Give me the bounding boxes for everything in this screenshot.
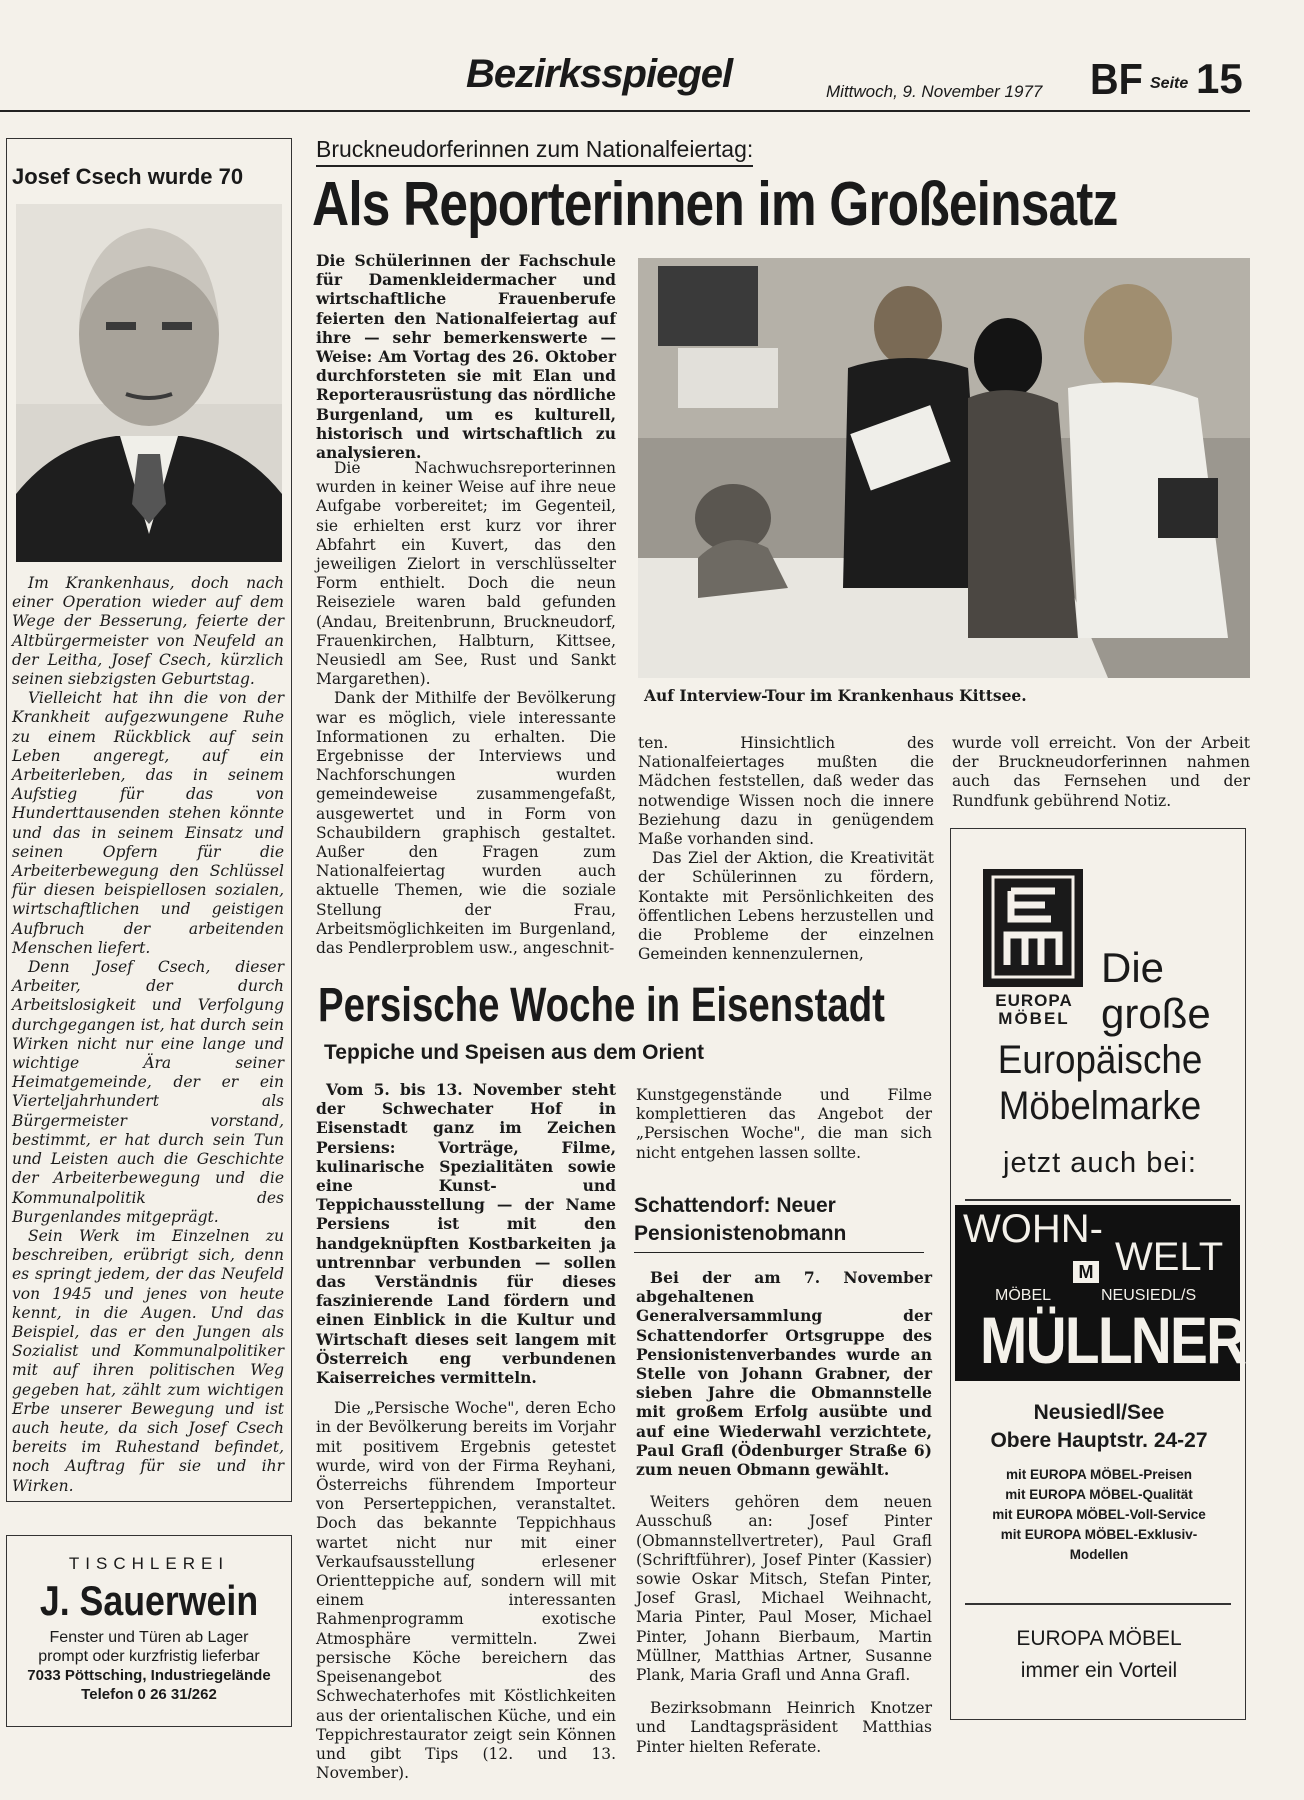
europa-logo-text-1: EUROPA bbox=[995, 991, 1073, 1010]
masthead-rule bbox=[0, 110, 1250, 112]
ad-line-4: mit EUROPA MÖBEL-Exklusiv- bbox=[1000, 1527, 1198, 1542]
wohnwelt-wohn: WOHN- bbox=[963, 1207, 1103, 1251]
reporter-column-1 bbox=[316, 459, 616, 958]
europa-moebel-logo bbox=[983, 869, 1083, 987]
masthead-page-number: 15 bbox=[1196, 55, 1243, 102]
persisch-paragraph-1: Die „Persische Woche", deren Echo in der Bevölkerung bereits im Vorjahr mit positivem Ergebnis getestet wurde, wird von der Firma Reyhani, Österreichs führendem Importeur von Perserteppichen, veranstaltet. Doch das bekannte Teppichhaus wartet nicht nur mit einer Verkaufsausstellung erlesener Orientteppiche auf, sondern will mit einem interessanten Rahmenprogramm exotische Atmosphäre vermitteln. Zwei persische Köche bereichern das Speisenangebot des Schwechaterhofes mit Köstlichkeiten aus der orientalischen Küche, und ein Teppichrestaurator zeigt sein Können und gibt Tips (12. und 13. November). bbox=[316, 1399, 616, 1783]
jetzt-auch-bei: jetzt auch bei: bbox=[1003, 1147, 1197, 1179]
masthead-date: Mittwoch, 9. November 1977 bbox=[826, 82, 1043, 101]
ad-line-5: Modellen bbox=[1069, 1547, 1129, 1562]
wohnwelt-welt: WELT bbox=[1115, 1235, 1224, 1279]
slogan-line-1: Die bbox=[1101, 944, 1165, 991]
schattendorf-column bbox=[636, 1268, 932, 1757]
reporter-paragraph-5: wurde voll erreicht. Von der Arbeit der Bruckneudorferinnen nahmen auch das Fernsehen und der Rundfunk gebührend Notiz. bbox=[952, 734, 1250, 810]
hospital-scene-illustration bbox=[638, 258, 1250, 678]
ad-line-3: mit EUROPA MÖBEL-Voll-Service bbox=[992, 1507, 1206, 1522]
sauerwein-name: J. Sauerwein bbox=[39, 1577, 259, 1624]
europa-moebel-ad bbox=[950, 828, 1246, 1720]
reporter-lead: Die Schülerinnen der Fachschule für Damenkleidermacher und wirtschaftliche Frauenberufe feierten den Nationalfeiertag auf ihre — sehr bemerkenswerte — Weise: Am Vortag des 26. Oktober durchforsteten sie mit Elan und Reporterausrüstung das nördliche Burgenland, um es kulturell, historisch und wirtschaftlich zu analysieren. bbox=[316, 251, 616, 463]
jetzt-rule bbox=[965, 1199, 1231, 1201]
reporter-photo bbox=[638, 258, 1250, 678]
schattendorf-lead: Bei der am 7. November abgehaltenen Generalversammlung der Schattendorfer Ortsgruppe des Pensionistenverbandes wurde an Stelle von Johann Grabner, der sieben Jahre die Obmannstelle mit großem Erfolg ausübte und auf eine Wiederwahl verzichtete, Paul Grafl (Ödenburger Straße 6) zum neuen Obmann gewählt. bbox=[636, 1268, 932, 1480]
csech-paragraph-1: Im Krankenhaus, doch nach einer Operation wieder auf dem Wege der Besserung, feierte der Altbürgermeister von Neufeld an der Leitha, Josef Csech, kürzlich seinen siebzigsten Geburtstag. bbox=[12, 574, 284, 689]
ad-footer-2: immer ein Vorteil bbox=[1020, 1659, 1178, 1682]
reporter-paragraph-3: ten. Hinsichtlich des Nationalfeiertages mußten die Mädchen feststellen, daß weder das notwendige Wissen noch die innere Beziehung dazu in genügendem Maße vorhanden sind. bbox=[638, 734, 934, 849]
ad-city: Neusiedl/See bbox=[1033, 1401, 1165, 1424]
persisch-lead: Vom 5. bis 13. November steht der Schwechater Hof in Eisenstadt ganz im Zeichen Persiens: Vorträge, Filme, kulinarische Spezialitäten sowie eine Kunst- und Teppichausstellung — der Name Persiens ist mit den handgeknüpften Kostbarkeiten ja untrennbar verbunden — sollen das Verständnis für dieses faszinierende Land fördern und einen Einblick in die Kultur und Wirtschaft dieses seit langem mit Österreich eng verbundenen Kaiserreiches vermitteln. bbox=[316, 1080, 616, 1388]
csech-body bbox=[12, 574, 284, 1496]
ad-street: Obere Hauptstr. 24-27 bbox=[990, 1429, 1208, 1452]
wohnwelt-neusiedl: NEUSIEDL/S bbox=[1101, 1287, 1197, 1304]
ad-footer-rule bbox=[965, 1603, 1231, 1605]
wohnwelt-logo bbox=[955, 1205, 1246, 1381]
em-logo-icon bbox=[983, 869, 1083, 987]
schattendorf-paragraph-1: Weiters gehören dem neuen Ausschuß an: Josef Pinter (Obmannstellvertreter), Paul Grafl (Schriftführer), Josef Pinter (Kassier) sowie Oskar Mitsch, Stefan Pinter, Josef Grasl, Michael Weihnacht, Maria Pinter, Paul Moser, Michael Pinter, Johann Bierbaum, Martin Müllner, Matthias Artner, Susanne Plank, Maria Grafl und Anna Grafl. bbox=[636, 1493, 932, 1685]
csech-paragraph-3: Denn Josef Csech, dieser Arbeiter, der durch Arbeitslosigkeit und Verfolgung durchgegangen ist, hat durch sein Wirken nicht nur eine lange und wichtige Ära seiner Heimatgemeinde, der er ein Vierteljahrhundert als Bürgermeister vorstand, bestimmt, er hat durch sein Tun und Leisten auch die Geschichte der Arbeiterbewegung und die Kommunalpolitik des Burgenlandes mitgeprägt. bbox=[12, 958, 284, 1226]
persisch-paragraph-2: Kunstgegenstände und Filme komplettieren das Angebot der „Persischen Woche", die man sich nicht entgehen lassen sollte. bbox=[636, 1086, 932, 1162]
slogan-line-4: Möbelmarke bbox=[998, 1084, 1202, 1128]
csech-paragraph-2: Vielleicht hat ihn die von der Krankheit aufgezwungene Ruhe zu einem Rückblick auf sein Leben angeregt, auf ein Arbeiterleben, das in seinem Aufstieg für das von Hunderttausenden stehen könnte und das in seinem Einsatz und seinen Opfern für die Arbeiterbewegung den Schlüssel für diesen beispiellosen sozialen, wirtschaftlichen und geistigen Aufbruch der arbeitenden Menschen liefert. bbox=[12, 689, 284, 957]
reporter-paragraph-4: Das Ziel der Aktion, die Kreativität der Schülerinnen zu fördern, Kontakte mit Persönlichkeiten des öffentlichen Lebens herzustellen und die Probleme der einzelnen Gemeinden kennenzulernen, bbox=[638, 849, 934, 964]
reporter-headline: Als Reporterinnen im Großeinsatz bbox=[312, 170, 1118, 239]
persisch-headline: Persische Woche in Eisenstadt bbox=[318, 979, 885, 1032]
portrait-illustration bbox=[16, 204, 282, 562]
persisch-column-1 bbox=[316, 1080, 616, 1783]
wohnwelt-m-badge: M bbox=[1073, 1261, 1099, 1283]
europa-logo-text-2: MÖBEL bbox=[998, 1009, 1070, 1028]
reporter-paragraph-2: Dank der Mithilfe der Bevölkerung war es möglich, viele interessante Informationen zu erhalten. Die Ergebnisse der Interviews und Nachforschungen wurden gemeindeweise zusammengefaßt, ausgewertet und in Form von Schaubildern graphisch gestaltet. Außer den Fragen zum Nationalfeiertag wurden auch aktuelle Themen, wie die soziale Stellung der Frau, Arbeitsmöglichkeiten im Burgenland, das Pendlerproblem usw., angeschnit- bbox=[316, 689, 616, 958]
ad-line-1: mit EUROPA MÖBEL-Preisen bbox=[1005, 1467, 1193, 1482]
ad-line-2: mit EUROPA MÖBEL-Qualität bbox=[1005, 1487, 1193, 1502]
sauerwein-line-3: 7033 Pöttsching, Industriegelände bbox=[27, 1667, 271, 1684]
reporter-column-3 bbox=[952, 734, 1250, 811]
reporter-photo-caption: Auf Interview-Tour im Krankenhaus Kittsee. bbox=[644, 686, 1027, 705]
slogan-line-2: große bbox=[1101, 990, 1211, 1037]
persisch-subhead: Teppiche und Speisen aus dem Orient bbox=[324, 1041, 705, 1064]
sauerwein-ad bbox=[6, 1535, 292, 1727]
wohnwelt-moebel: MÖBEL bbox=[995, 1287, 1052, 1304]
csech-portrait-photo bbox=[16, 204, 282, 562]
schattendorf-paragraph-2: Bezirksobmann Heinrich Knotzer und Landtagspräsident Matthias Pinter hielten Referate. bbox=[636, 1699, 932, 1756]
slogan-line-3: Europäische bbox=[997, 1038, 1203, 1082]
reporter-column-2 bbox=[638, 734, 934, 964]
sauerwein-label: TISCHLEREI bbox=[68, 1554, 230, 1573]
schattendorf-headline: Schattendorf: Neuer Pensionistenobmann bbox=[634, 1192, 924, 1253]
masthead-page-label: Seite bbox=[1150, 75, 1189, 92]
ad-footer-1: EUROPA MÖBEL bbox=[1016, 1627, 1182, 1650]
csech-headline: Josef Csech wurde 70 bbox=[12, 164, 244, 189]
wohnwelt-muellner: MÜLLNER bbox=[980, 1303, 1246, 1377]
reporter-kicker: Bruckneudorferinnen zum Nationalfeiertag: bbox=[316, 136, 753, 167]
sauerwein-line-4: Telefon 0 26 31/262 bbox=[81, 1686, 217, 1703]
sauerwein-line-1: Fenster und Türen ab Lager bbox=[49, 1629, 249, 1646]
csech-paragraph-4: Sein Werk im Einzelnen zu beschreiben, erübrigt sich, denn es springt jedem, der das Neufeld von 1945 und jenes von heute kennt, in die Augen. Und das Beispiel, das er den Jungen als Sozialist und Kommunalpolitiker mit auf ihren politischen Weg gegeben hat, zählt zum wichtigen Erbe unserer Bewegung und ist auch heute, da sich Josef Csech bereits im Ruhestand befindet, noch Auftrag für sie und ihr Wirken. bbox=[12, 1226, 284, 1495]
persisch-column-2 bbox=[636, 1086, 932, 1163]
sauerwein-line-2: prompt oder kurzfristig lieferbar bbox=[38, 1648, 260, 1665]
reporter-paragraph-1: Die Nachwuchsreporterinnen wurden in keiner Weise auf ihre neue Aufgabe vorbereitet; im Gegenteil, sie erhielten erst kurz vor ihrer Abfahrt ein Kuvert, das den jeweiligen Zielort in verschlüsselter Form enthielt. Doch die neun Reiseziele waren bald gefunden (Andau, Breitenbrunn, Bruckneudorf, Frauenkirchen, Halbturn, Kittsee, Neusiedl am See, Rust und Sankt Margarethen). bbox=[316, 459, 616, 689]
masthead-logo: BF bbox=[1090, 55, 1143, 104]
masthead-section: Bezirksspiegel bbox=[466, 52, 733, 96]
